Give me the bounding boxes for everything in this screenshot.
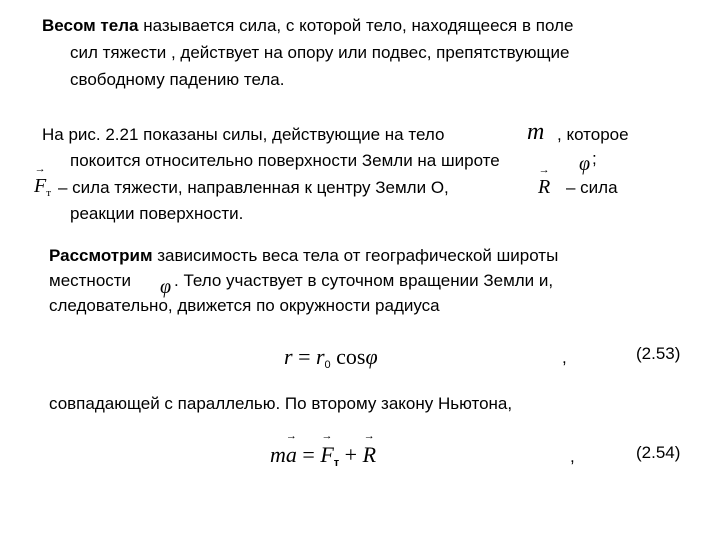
eq253-cos: cos xyxy=(330,344,366,369)
eq253-phi: φ xyxy=(365,344,378,369)
paragraph-2-line-4: реакции поверхности. xyxy=(70,204,244,223)
eq253-equals: = xyxy=(292,344,316,369)
paragraph-2-line-3: – сила тяжести, направленная к центру Земли О, xyxy=(58,178,449,197)
gravity-force-letter: → F xyxy=(34,175,46,197)
paragraph-4: совпадающей с параллелью. По второму закону Ньютона, xyxy=(49,394,513,413)
eq254-plus: + xyxy=(339,442,363,467)
eq253-lhs: r xyxy=(284,344,293,369)
equation-2-54 xyxy=(270,442,376,476)
paragraph-1-line-1-text: называется сила, с которой тело, находящееся в поле xyxy=(138,16,574,35)
paragraph-3-line-1 xyxy=(49,245,558,267)
paragraph-3-line-3: следовательно, движется по окружности радиуса xyxy=(49,296,440,315)
eq253-comma: , xyxy=(562,348,567,367)
paragraph-2-line-1-end: , которое xyxy=(557,125,629,144)
phi-symbol-1: φ xyxy=(579,153,591,175)
term-consider: Рассмотрим xyxy=(49,246,153,265)
equation-2-53 xyxy=(284,344,378,378)
eq254-f-sub: т xyxy=(333,457,340,469)
eq254-m: m xyxy=(270,442,286,467)
term-weight: Весом тела xyxy=(42,16,139,35)
paragraph-3-line-2-end: . Тело участвует в суточном вращении Земли и, xyxy=(174,271,554,290)
reaction-force-letter: → R xyxy=(538,176,550,198)
eq254-equals: = xyxy=(296,442,321,467)
eq254-a: → a xyxy=(286,442,297,468)
paragraph-1-line-1 xyxy=(42,15,573,37)
gravity-force-symbol xyxy=(34,175,51,204)
eq254-number: (2.54) xyxy=(636,443,681,462)
eq253-r0-sub: 0 xyxy=(324,359,331,371)
paragraph-1-line-2: сил тяжести , действует на опору или подвес, препятствующие xyxy=(70,43,570,62)
gravity-force-subscript: т xyxy=(46,187,52,199)
paragraph-3-line-1-text: зависимость веса тела от географической широты xyxy=(152,246,559,265)
paragraph-2-line-3-end: – сила xyxy=(566,178,618,197)
reaction-force-symbol xyxy=(538,176,550,198)
eq253-r0-base: r xyxy=(315,344,325,369)
eq254-f: → F xyxy=(320,442,333,468)
eq254-r: → R xyxy=(363,442,376,468)
paragraph-3-line-2-start: местности xyxy=(49,271,132,290)
eq253-number: (2.53) xyxy=(636,344,681,363)
phi-symbol-2: φ xyxy=(160,276,172,298)
paragraph-2-line-1: На рис. 2.21 показаны силы, действующие на тело xyxy=(42,125,445,144)
eq254-comma: , xyxy=(570,447,575,466)
mass-symbol: m xyxy=(527,119,545,145)
paragraph-2-line-2-end: ; xyxy=(592,149,597,168)
paragraph-1-line-3: свободному падению тела. xyxy=(70,70,285,89)
paragraph-2-line-2: покоится относительно поверхности Земли на широте xyxy=(70,151,500,170)
